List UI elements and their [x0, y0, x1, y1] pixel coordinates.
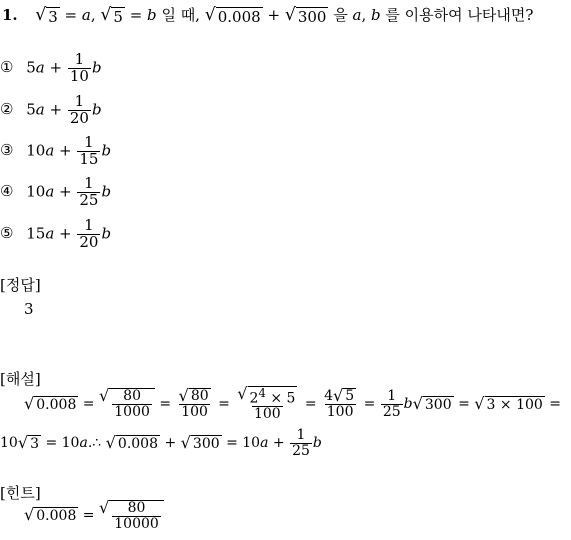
choice-fraction: $\frac{1}{15}$	[79, 133, 99, 168]
choice-fraction: $\frac{1}{20}$	[69, 92, 89, 127]
choice-4[interactable]: ④ 10a + $\frac{1}{25}$ b	[0, 174, 112, 209]
solution-line-1: √ 0.008 = √ $\frac{80}{1000}$ = √ 80 100 = √ $2^4 \times 5$ 100 = 4 √ 5 100 = $\frac{1}{25}$ b √ 300 = √ 3 × 100 =	[24, 384, 561, 423]
sqrt-3: √ 3	[35, 4, 58, 26]
choice-5[interactable]: ⑤ 15a + $\frac{1}{20}$ b	[0, 216, 112, 251]
choice-mark: ①	[0, 58, 14, 77]
question-text-1: 일 때,	[161, 6, 200, 24]
hint-label: [힌트]	[0, 484, 41, 502]
choice-1[interactable]: ① 5a + $\frac{1}{10}$ b	[0, 50, 102, 85]
choice-mark: ②	[0, 100, 14, 119]
choice-mark: ③	[0, 141, 14, 160]
choice-3[interactable]: ③ 10a + $\frac{1}{15}$ b	[0, 133, 112, 168]
choice-fraction: $\frac{1}{20}$	[79, 216, 99, 251]
question-number: 1.	[2, 6, 18, 24]
solution-label: [해설]	[0, 370, 41, 388]
choice-fraction: $\frac{1}{25}$	[79, 174, 99, 209]
sqrt-5: √ 5	[100, 4, 123, 26]
choice-mark: ④	[0, 182, 14, 201]
choice-2[interactable]: ② 5a + $\frac{1}{20}$ b	[0, 92, 102, 127]
hint-line: √ 0.008 = √ $\frac{80}{10000}$	[24, 500, 164, 531]
question-text-3: 를 이용하여 나타내면?	[385, 6, 534, 24]
answer-label: [정답]	[0, 276, 41, 294]
sqrt-300: √ 300	[284, 4, 327, 26]
solution-line-2: 10 √ 3 = 10a.∴ √ 0.008 + √ 300 = 10a + $\frac{1}{25}$ b	[0, 427, 322, 459]
answer-value: 3	[24, 300, 34, 318]
choice-fraction: $\frac{1}{10}$	[69, 50, 89, 85]
question-text-2: 을	[333, 6, 348, 24]
choice-mark: ⑤	[0, 224, 14, 243]
sqrt-0008: √ 0.008	[204, 4, 261, 26]
question-line: 1. √ 3 = a, √ 5 = b 일 때, √ 0.008 + √ 300 을 a, b 를 이용하여 나타내면?	[2, 4, 534, 26]
